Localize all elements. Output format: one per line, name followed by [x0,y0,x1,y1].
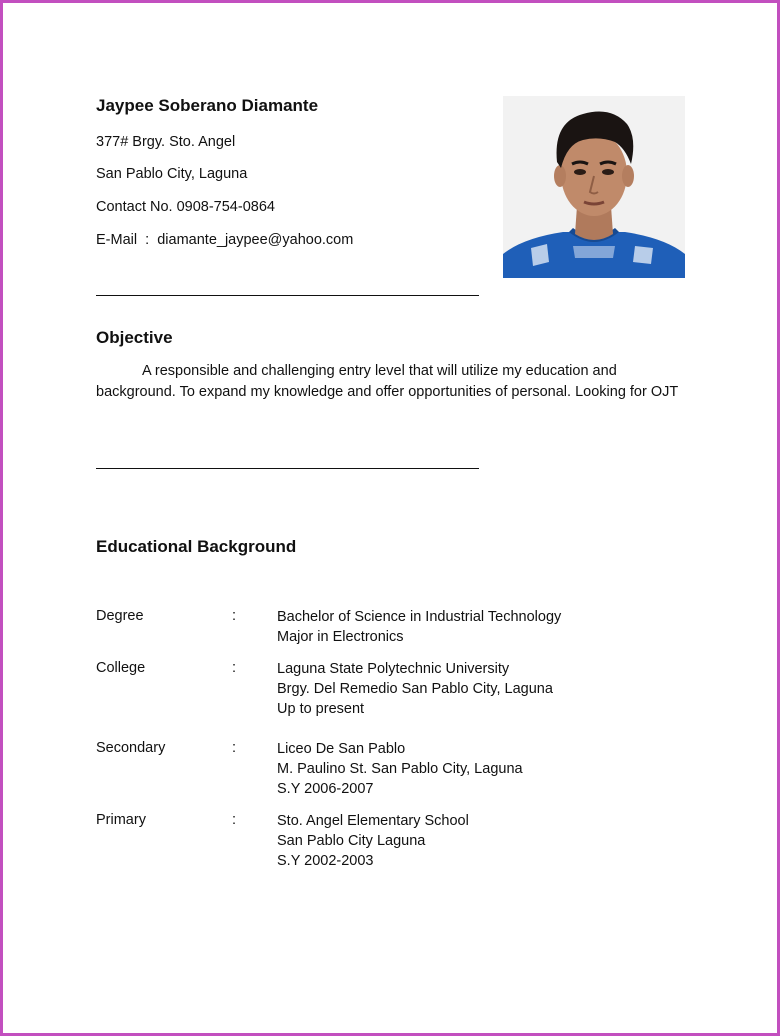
objective-heading: Objective [96,328,173,347]
education-line: S.Y 2002-2003 [277,853,374,869]
section-divider [96,295,479,296]
education-line: Laguna State Polytechnic University [277,661,510,677]
education-value-degree [277,607,561,647]
education-label-secondary: Secondary [96,740,166,756]
education-line: Major in Electronics [277,629,404,645]
education-line: M. Paulino St. San Pablo City, Laguna [277,761,523,777]
section-divider [96,468,479,469]
education-heading: Educational Background [96,537,297,556]
applicant-name: Jaypee Soberano Diamante [96,96,319,115]
education-line: Bachelor of Science in Industrial Technology [277,609,562,625]
education-value-college [277,659,553,719]
education-separator: : [232,812,237,828]
education-label-college: College [96,660,146,676]
education-separator: : [232,608,237,624]
education-line: Up to present [277,701,365,717]
education-line: San Pablo City Laguna [277,833,426,849]
education-value-primary [277,811,469,871]
education-line: Sto. Angel Elementary School [277,813,469,829]
education-label-degree: Degree [96,608,144,624]
education-value-secondary [277,739,523,799]
portrait-illustration [503,96,685,278]
education-separator: : [232,740,237,756]
address-line-1: 377# Brgy. Sto. Angel [96,134,236,150]
education-line: Liceo De San Pablo [277,741,406,757]
education-line: Brgy. Del Remedio San Pablo City, Laguna [277,681,553,697]
education-label-primary: Primary [96,812,146,828]
applicant-photo [503,96,685,278]
contact-number: Contact No. 0908-754-0864 [96,199,275,215]
education-line: S.Y 2006-2007 [277,781,374,797]
education-separator: : [232,660,237,676]
objective-text: A responsible and challenging entry level that will utilize my education and background. To expand my knowledge and offer opportunities of personal. Looking for OJT [96,363,679,400]
address-line-2: San Pablo City, Laguna [96,166,248,182]
email-address: E-Mail : diamante_jaypee@yahoo.com [96,232,354,248]
